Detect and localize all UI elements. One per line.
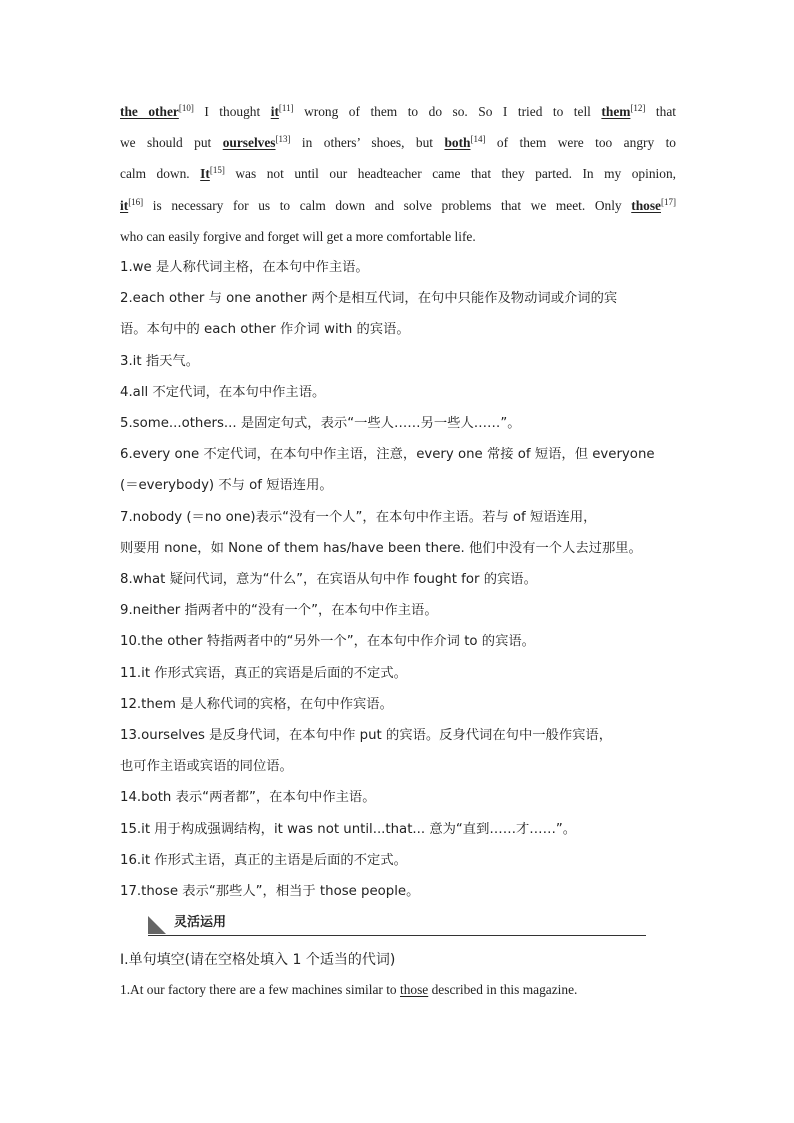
- keyword-pronoun: the other: [120, 104, 179, 119]
- exercise-item: [120, 976, 676, 1004]
- note-line: 2.each other 与 one another 两个是相互代词，在句中只能作及物动词或介词的宾: [120, 291, 618, 307]
- keyword-pronoun: it: [270, 104, 279, 119]
- passage-line: [120, 127, 676, 158]
- passage-line: [120, 190, 676, 221]
- footnote-marker: [10]: [178, 103, 194, 113]
- note-line: 10.the other 特指两者中的“另外一个”，在本句中作介词 to 的宾语。: [120, 634, 535, 650]
- note-line: (＝everybody) 不与 of 短语连用。: [120, 478, 333, 494]
- passage-text: was not until our headteacher came that they parted. In my opinion,: [224, 166, 677, 182]
- note-line: 则要用 none，如 None of them has/have been there. 他们中没有一个人去过那里。: [120, 540, 642, 556]
- note-line: 11.it 作形式宾语，真正的宾语是后面的不定式。: [120, 665, 407, 681]
- passage-text: wrong of them to do so. So I tried to tell: [293, 104, 602, 119]
- passage-line: [120, 158, 676, 189]
- part-title: Ⅰ.单句填空(请在空格处填入 1 个适当的代词): [120, 952, 396, 969]
- passage-text: we should put: [120, 135, 223, 151]
- note-line: 1.we 是人称代词主格，在本句中作主语。: [120, 260, 369, 276]
- passage-block: [120, 96, 676, 252]
- passage-text: of them were too angry to: [485, 135, 677, 151]
- triangle-marker-icon: [148, 916, 166, 934]
- footnote-marker: [16]: [128, 196, 144, 207]
- note-line: 9.neither 指两者中的“没有一个”，在本句中作主语。: [120, 603, 438, 619]
- section-header: [148, 913, 646, 936]
- keyword-pronoun: ourselves: [222, 135, 276, 151]
- footnote-marker: [14]: [470, 134, 486, 145]
- note-line: 17.those 表示“那些人”，相当于 those people。: [120, 884, 420, 900]
- footnote-marker: [13]: [275, 134, 291, 145]
- note-line: 6.every one 不定代词，在本句中作主语，注意，every one 常接 of 短语，但 everyone: [120, 447, 655, 463]
- passage-text: I thought: [193, 104, 271, 119]
- note-line: 14.both 表示“两者都”，在本句中作主语。: [120, 790, 376, 806]
- passage-text: that: [645, 104, 676, 119]
- passage-line: [120, 221, 676, 252]
- exercise-text-before: 1.At our factory there are a few machines similar to: [120, 982, 400, 998]
- note-line: 13.ourselves 是反身代词，在本句中作 put 的宾语。反身代词在句中一般作宾语，: [120, 728, 613, 744]
- note-line: 8.what 疑问代词，意为“什么”，在宾语从句中作 fought for 的宾语。: [120, 572, 537, 588]
- section-title: 灵活运用: [174, 915, 227, 931]
- footnote-marker: [17]: [661, 196, 676, 207]
- passage-text: is necessary for us to calm down and solve problems that we meet. Only: [143, 197, 632, 213]
- passage-text: in others’ shoes, but: [290, 135, 445, 151]
- notes-list: [120, 252, 676, 907]
- keyword-pronoun: them: [601, 104, 631, 119]
- exercise-answer: those: [399, 982, 429, 998]
- keyword-pronoun: It: [200, 166, 210, 182]
- passage-text: who can easily forgive and forget will get a more comfortable life.: [120, 228, 476, 244]
- note-line: 3.it 指天气。: [120, 353, 200, 369]
- document-page: [120, 96, 676, 1004]
- keyword-pronoun: those: [631, 197, 661, 213]
- note-line: 也可作主语或宾语的同位语。: [120, 759, 293, 775]
- keyword-pronoun: it: [120, 197, 129, 213]
- note-line: 16.it 作形式主语，真正的主语是后面的不定式。: [120, 852, 407, 868]
- keyword-pronoun: both: [444, 135, 471, 151]
- note-line: 12.them 是人称代词的宾格，在句中作宾语。: [120, 696, 393, 712]
- passage-text: calm down.: [120, 166, 201, 182]
- footnote-marker: [15]: [209, 165, 225, 176]
- exercise-text-after: described in this magazine.: [428, 982, 578, 998]
- footnote-marker: [11]: [278, 103, 294, 113]
- note-line: 4.all 不定代词，在本句中作主语。: [120, 384, 326, 400]
- note-line: 5.some...others... 是固定句式，表示“一些人……另一些人……”。: [120, 416, 521, 432]
- footnote-marker: [12]: [630, 103, 646, 113]
- note-line: 语。本句中的 each other 作介词 with 的宾语。: [120, 322, 410, 338]
- note-line: 15.it 用于构成强调结构，it was not until...that... 意为“直到……才……”。: [120, 821, 577, 837]
- note-line: 7.nobody (＝no one)表示“没有一个人”，在本句中作主语。若与 of 短语连用，: [120, 509, 597, 525]
- passage-line: [120, 96, 676, 127]
